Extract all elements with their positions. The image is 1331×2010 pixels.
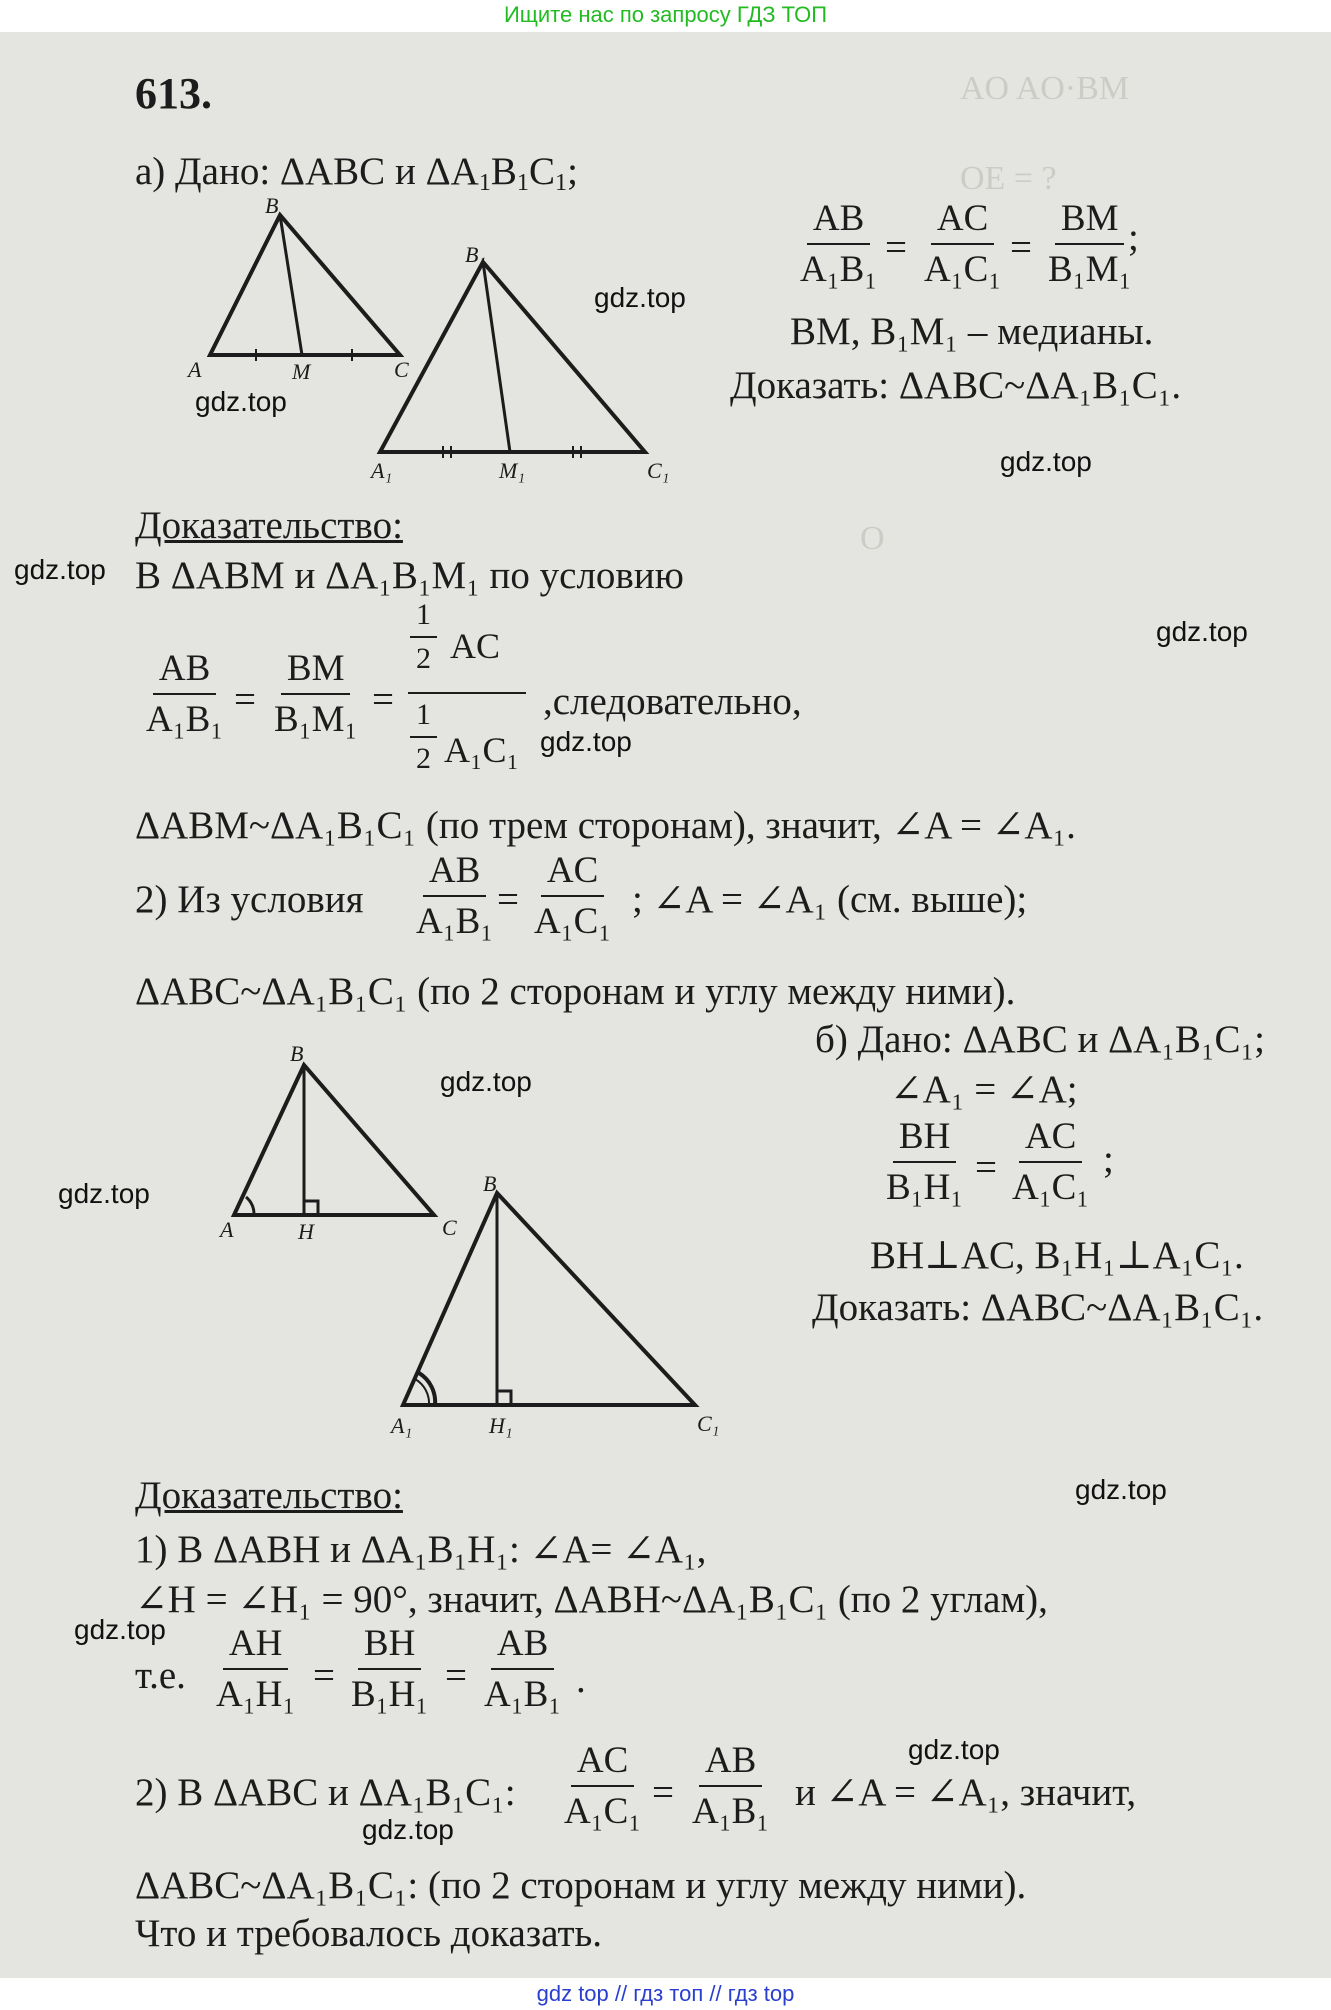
bleed-through-text: AO AO·BM xyxy=(960,70,1130,107)
vertex-label-b: B xyxy=(265,193,279,218)
semicolon: ; xyxy=(1103,1138,1114,1181)
proof-a-line-1: В ΔABM и ΔA₁B₁M₁ по условию xyxy=(135,554,684,597)
half-ratio-fraction xyxy=(408,600,526,790)
proof-b-line-3-end: и ∠A = ∠A₁, значит, xyxy=(795,1771,1137,1814)
bottom-banner[interactable]: gdz top // гдз топ // гдз top xyxy=(0,1978,1331,2010)
equals-sign: = xyxy=(885,226,907,269)
vertex-label-m1: M₁ xyxy=(499,458,525,483)
vertex-label-c: C xyxy=(394,357,409,382)
proof-b-line-1: 1) В ΔABH и ΔA₁B₁H₁: ∠A= ∠A₁, xyxy=(135,1528,707,1571)
perpendicular-statement: BH⊥AC, B₁H₁⊥A₁C₁. xyxy=(870,1234,1244,1277)
part-b-angles: ∠A₁ = ∠A; xyxy=(890,1068,1078,1111)
watermark: gdz.top xyxy=(58,1178,150,1209)
vertex-label-h: H xyxy=(298,1219,314,1244)
half-denominator: $\frac{1}{2}$ xyxy=(410,700,437,774)
te-fraction-ab: $\frac{AB}{\text{A₁B₁}}$ xyxy=(484,1623,562,1715)
equals-sign: = xyxy=(975,1146,997,1189)
watermark: gdz.top xyxy=(908,1734,1000,1765)
vertex-label-b1: B₁ xyxy=(465,242,487,267)
problem-number: 613. xyxy=(135,69,212,118)
half-numerator: $\frac{1}{2}$ xyxy=(410,600,437,674)
vertex-label-m: M xyxy=(292,359,311,384)
equals-sign: = xyxy=(497,878,519,921)
vertex-label-a1: A₁ xyxy=(391,1413,413,1438)
equals-sign: = xyxy=(234,678,256,721)
prove-statement-a: Доказать: ΔABC~ΔA₁B₁C₁. xyxy=(730,364,1182,407)
period: . xyxy=(576,1658,586,1701)
proof-a-line-4: ΔABC~ΔA₁B₁C₁ (по 2 сторонам и углу между ними). xyxy=(135,970,1016,1013)
given-fraction-ac-b: $\frac{AC}{\text{A₁C₁}}$ xyxy=(1012,1116,1090,1208)
te-fraction-ah: $\frac{AH}{\text{A₁H₁}}$ xyxy=(216,1623,296,1715)
proof-b-line-3-start: 2) В ΔABC и ΔA₁B₁C₁: xyxy=(135,1771,516,1814)
vertex-label-h1: H₁ xyxy=(489,1413,513,1438)
equals-sign: = xyxy=(445,1654,467,1697)
proof-a-line-2: ΔABM~ΔA₁B₁C₁ (по трем сторонам), значит, ∠A = ∠A₁. xyxy=(135,804,1076,847)
proof-heading-a: Доказательство: xyxy=(135,504,403,547)
watermark: gdz.top xyxy=(14,554,106,585)
medians-statement: BM, B₁M₁ – медианы. xyxy=(790,310,1154,353)
triangle-a1b1h1-figure xyxy=(385,1165,725,1455)
given-fraction-ab: $\frac{AB}{\text{A₁B₁}}$ xyxy=(800,198,878,290)
te-fraction-bh: $\frac{BH}{\text{B₁H₁}}$ xyxy=(351,1623,429,1715)
equals-sign: = xyxy=(313,1654,335,1697)
semicolon: ; xyxy=(1128,216,1139,259)
given-fraction-bh: $\frac{BH}{\text{B₁H₁}}$ xyxy=(886,1116,964,1208)
given-fraction-ac: $\frac{AC}{\text{A₁C₁}}$ xyxy=(924,198,1002,290)
prove-statement-b: Доказать: ΔABC~ΔA₁B₁C₁. xyxy=(812,1286,1264,1329)
vertex-label-c: C xyxy=(442,1215,457,1240)
a1c1-label: A₁C₁ xyxy=(444,730,520,770)
watermark: gdz.top xyxy=(594,282,686,313)
bleed-through-text: O xyxy=(860,520,885,557)
equals-sign: = xyxy=(652,1771,674,1814)
condition-fraction-ac: $\frac{AC}{\text{A₁C₁}}$ xyxy=(534,850,612,942)
watermark: gdz.top xyxy=(540,726,632,757)
ac-label: AC xyxy=(450,626,501,666)
proof-b-line-4: ΔABC~ΔA₁B₁C₁: (по 2 сторонам и углу между ними). xyxy=(135,1864,1027,1907)
vertex-label-c1: C₁ xyxy=(647,458,670,483)
top-banner[interactable]: Ищите нас по запросу ГДЗ ТОП xyxy=(0,0,1331,32)
line3-fraction-ab: $\frac{AB}{\text{A₁B₁}}$ xyxy=(692,1740,770,1832)
condition-fraction-ab: $\frac{AB}{\text{A₁B₁}}$ xyxy=(416,850,494,942)
fraction-bar xyxy=(408,692,526,694)
proof-fraction-ab: $\frac{AB}{\text{A₁B₁}}$ xyxy=(146,648,224,740)
part-b-given: б) Дано: ΔABC и ΔA₁B₁C₁; xyxy=(815,1018,1265,1061)
vertex-label-a: A xyxy=(220,1217,234,1242)
vertex-label-a1: A₁ xyxy=(371,458,393,483)
part-a-given: а) Дано: ΔABC и $\Delta A_1B_1C_1$; xyxy=(135,150,578,197)
given-fraction-bm: $\frac{BM}{\text{B₁M₁}}$ xyxy=(1048,198,1132,290)
watermark: gdz.top xyxy=(74,1614,166,1645)
watermark: gdz.top xyxy=(362,1814,454,1845)
vertex-label-a: A xyxy=(188,357,202,382)
line3-fraction-ac: $\frac{AC}{\text{A₁C₁}}$ xyxy=(564,1740,642,1832)
proof-a-line-3-end: ; ∠A = ∠A₁ (см. выше); xyxy=(632,878,1028,921)
proof-b-line-2: ∠H = ∠H₁ = 90°, значит, ΔABH~ΔA₁B₁C₁ (по 2 углам), xyxy=(135,1578,1048,1621)
triangle-a1b1c1-figure xyxy=(365,240,685,490)
proof-fraction-bm: $\frac{BM}{\text{B₁M₁}}$ xyxy=(274,648,358,740)
te-label: т.е. xyxy=(135,1654,186,1697)
proof-a-line-3-start: 2) Из условия xyxy=(135,878,364,921)
watermark: gdz.top xyxy=(1156,616,1248,647)
proof-heading-b: Доказательство: xyxy=(135,1474,403,1517)
vertex-label-c1: C₁ xyxy=(697,1411,720,1436)
proof-b-line-5: Что и требовалось доказать. xyxy=(135,1912,603,1955)
vertex-label-b1: B xyxy=(483,1171,497,1196)
vertex-label-b: B xyxy=(290,1041,304,1066)
equals-sign: = xyxy=(1010,226,1032,269)
watermark: gdz.top xyxy=(195,386,287,417)
watermark: gdz.top xyxy=(1075,1474,1167,1505)
watermark: gdz.top xyxy=(440,1066,532,1097)
bleed-through-text: OE = ? xyxy=(960,160,1057,197)
watermark: gdz.top xyxy=(1000,446,1092,477)
consequently-text: ,следовательно, xyxy=(543,680,802,723)
equals-sign: = xyxy=(372,678,394,721)
